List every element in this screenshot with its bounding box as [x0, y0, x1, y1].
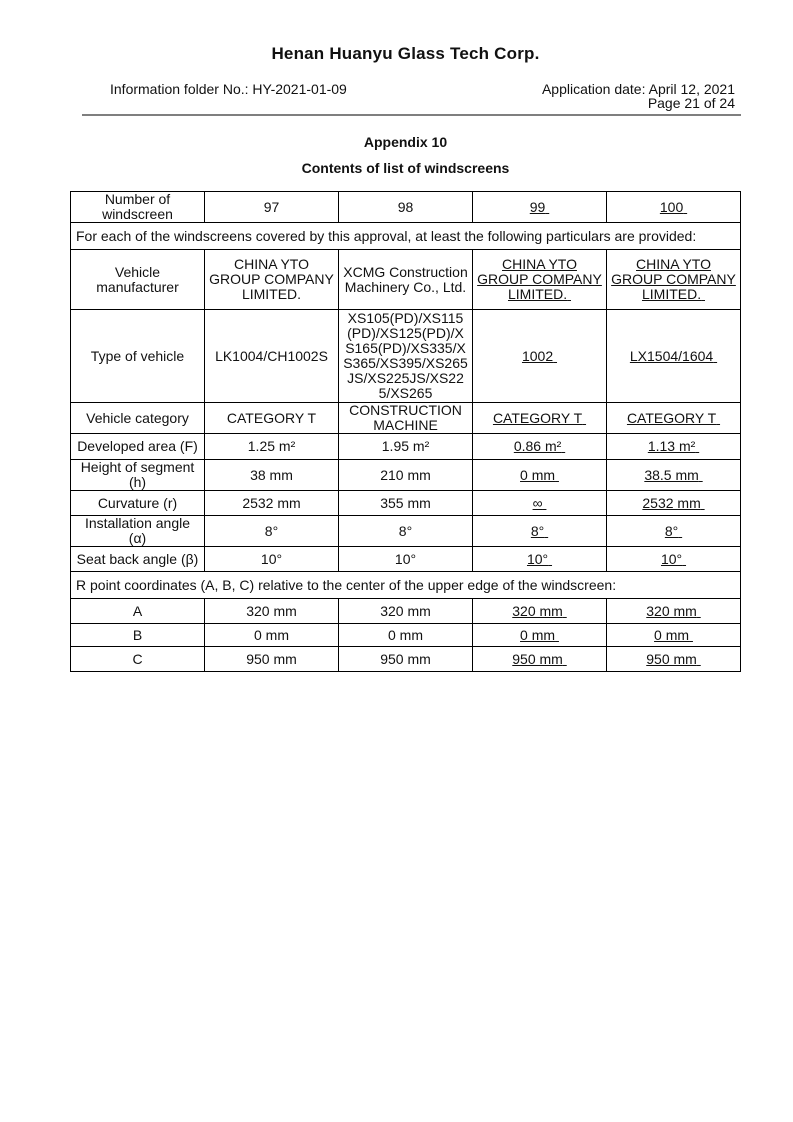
row-label: Vehicle manufacturer — [71, 250, 205, 310]
cell-manufacturer-97: CHINA YTO GROUP COMPANY LIMITED. — [205, 250, 339, 310]
cell-area-97: 1.25 m² — [205, 434, 339, 460]
cell-windscreen-97: 97 — [205, 192, 339, 223]
table-row-height-of-segment — [71, 460, 741, 491]
cell-seat-angle-100: 10° — [607, 547, 741, 572]
table-row-coordinate-b — [71, 624, 741, 647]
row-label: Height of segment (h) — [71, 460, 205, 491]
document-meta — [70, 82, 741, 110]
approval-note: For each of the windscreens covered by this approval, at least the following particulars are provided: — [71, 223, 741, 250]
cell-category-99: CATEGORY T — [473, 403, 607, 434]
row-label: C — [71, 647, 205, 672]
cell-height-97: 38 mm — [205, 460, 339, 491]
cell-curvature-97: 2532 mm — [205, 491, 339, 516]
cell-type-97: LK1004/CH1002S — [205, 310, 339, 403]
cell-type-100: LX1504/1604 — [607, 310, 741, 403]
row-label: Vehicle category — [71, 403, 205, 434]
row-label: Developed area (F) — [71, 434, 205, 460]
table-row-seat-back-angle — [71, 547, 741, 572]
info-folder-number: Information folder No.: HY-2021-01-09 — [110, 81, 347, 97]
appendix-subtitle: Contents of list of windscreens — [301, 160, 510, 176]
cell-height-98: 210 mm — [339, 460, 473, 491]
row-label: Type of vehicle — [71, 310, 205, 403]
table-row-curvature — [71, 491, 741, 516]
header-rule — [82, 114, 741, 116]
appendix-title: Appendix 10 — [363, 134, 448, 150]
cell-type-98: XS105(PD)/XS115(PD)/XS125(PD)/XS165(PD)/XS335/XS365/XS395/XS265JS/XS225JS/XS225/XS265 — [339, 310, 473, 403]
cell-manufacturer-99: CHINA YTO GROUP COMPANY LIMITED. — [473, 250, 607, 310]
cell-area-100: 1.13 m² — [607, 434, 741, 460]
cell-category-98: CONSTRUCTION MACHINE — [339, 403, 473, 434]
cell-category-97: CATEGORY T — [205, 403, 339, 434]
cell-install-angle-98: 8° — [339, 516, 473, 547]
cell-install-angle-99: 8° — [473, 516, 607, 547]
cell-a-99: 320 mm — [473, 599, 607, 624]
row-label: Curvature (r) — [71, 491, 205, 516]
cell-category-100: CATEGORY T — [607, 403, 741, 434]
table-row-developed-area — [71, 434, 741, 460]
row-label: A — [71, 599, 205, 624]
cell-windscreen-100: 100 — [607, 192, 741, 223]
cell-curvature-98: 355 mm — [339, 491, 473, 516]
table-row-coordinate-a — [71, 599, 741, 624]
cell-windscreen-99: 99 — [473, 192, 607, 223]
cell-manufacturer-98: XCMG Construction Machinery Co., Ltd. — [339, 250, 473, 310]
cell-install-angle-97: 8° — [205, 516, 339, 547]
cell-a-98: 320 mm — [339, 599, 473, 624]
company-title: Henan Huanyu Glass Tech Corp. — [271, 44, 540, 63]
meta-right-block — [542, 82, 741, 110]
cell-height-99: 0 mm — [473, 460, 607, 491]
table-row-type-of-vehicle — [71, 310, 741, 403]
cell-c-98: 950 mm — [339, 647, 473, 672]
cell-curvature-100: 2532 mm — [607, 491, 741, 516]
cell-seat-angle-98: 10° — [339, 547, 473, 572]
cell-area-99: 0.86 m² — [473, 434, 607, 460]
document-page — [70, 0, 741, 672]
cell-c-99: 950 mm — [473, 647, 607, 672]
r-point-note: R point coordinates (A, B, C) relative to the center of the upper edge of the windscreen: — [71, 572, 741, 599]
cell-c-100: 950 mm — [607, 647, 741, 672]
table-row-approval-note — [71, 223, 741, 250]
table-row-installation-angle — [71, 516, 741, 547]
cell-manufacturer-100: CHINA YTO GROUP COMPANY LIMITED. — [607, 250, 741, 310]
row-label: B — [71, 624, 205, 647]
cell-windscreen-98: 98 — [339, 192, 473, 223]
application-date: Application date: April 12, 2021 — [541, 81, 735, 97]
table-row-vehicle-category — [71, 403, 741, 434]
cell-height-100: 38.5 mm — [607, 460, 741, 491]
cell-b-99: 0 mm — [473, 624, 607, 647]
table-row-vehicle-manufacturer — [71, 250, 741, 310]
cell-c-97: 950 mm — [205, 647, 339, 672]
table-row-number-of-windscreen — [71, 192, 741, 223]
table-row-coordinate-c — [71, 647, 741, 672]
cell-seat-angle-99: 10° — [473, 547, 607, 572]
row-label: Number of windscreen — [71, 192, 205, 223]
page-number: Page 21 of 24 — [647, 95, 735, 111]
cell-install-angle-100: 8° — [607, 516, 741, 547]
windscreens-table — [70, 191, 741, 672]
cell-b-100: 0 mm — [607, 624, 741, 647]
cell-type-99: 1002 — [473, 310, 607, 403]
row-label: Seat back angle (β) — [71, 547, 205, 572]
cell-a-100: 320 mm — [607, 599, 741, 624]
cell-area-98: 1.95 m² — [339, 434, 473, 460]
cell-b-97: 0 mm — [205, 624, 339, 647]
table-row-r-point-note — [71, 572, 741, 599]
cell-seat-angle-97: 10° — [205, 547, 339, 572]
cell-curvature-99: ∞ — [473, 491, 607, 516]
cell-b-98: 0 mm — [339, 624, 473, 647]
row-label: Installation angle (α) — [71, 516, 205, 547]
cell-a-97: 320 mm — [205, 599, 339, 624]
